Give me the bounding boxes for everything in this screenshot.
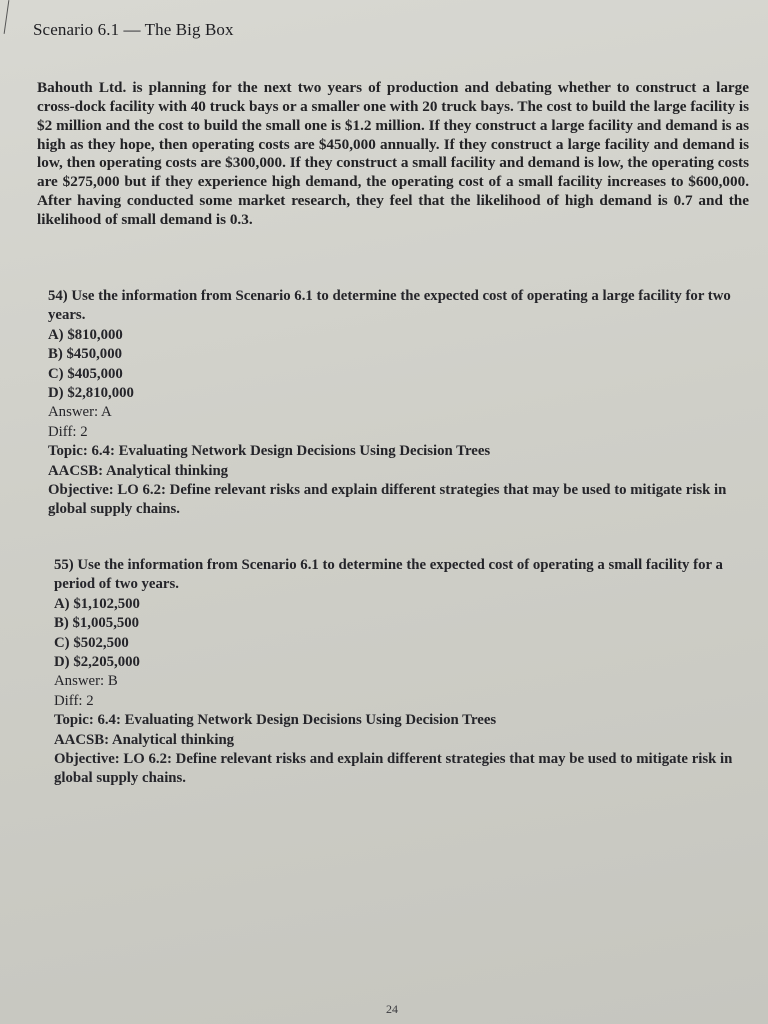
option-b: B) $1,005,500: [54, 615, 140, 632]
question-metadata: [54, 672, 744, 788]
margin-mark: [4, 0, 10, 34]
scenario-body: Bahouth Ltd. is planning for the next two years of production and debating whether to construct a large cross-dock facility with 40 truck bays or a smaller one with 20 truck bays. The cost to build the large facility is $2 million and the cost to build the small one is $1.2 million. If they construct a large facility and demand is as high as they hope, then operating costs are $450,000 annually. If they construct a large facility and demand is low, then operating costs are $300,000. If they construct a small facility and demand is low, the operating costs are $275,000 but if they experience high demand, the operating cost of a small facility increases to $600,000. After having conducted some market research, they feel that the likelihood of high demand is 0.7 and the likelihood of small demand is 0.3.: [37, 79, 749, 228]
option-c: C) $405,000: [48, 365, 123, 382]
option-b: B) $450,000: [48, 346, 122, 363]
question-55: [54, 556, 744, 789]
option-c: C) $502,500: [54, 634, 129, 651]
option-d: D) $2,810,000: [48, 385, 134, 402]
aacsb-line: AACSB: Analytical thinking: [48, 462, 229, 479]
answer-options: [48, 326, 738, 404]
difficulty-line: Diff: 2: [48, 423, 88, 440]
answer-options: [54, 595, 744, 673]
difficulty-line: Diff: 2: [54, 692, 94, 709]
answer-line: Answer: B: [54, 673, 118, 690]
objective-line: Objective: LO 6.2: Define relevant risks and explain different strategies that may be used to mitigate risk in global supply chains.: [54, 751, 733, 787]
option-d: D) $2,205,000: [54, 654, 140, 671]
page-number: 24: [386, 1002, 398, 1016]
topic-line: Topic: 6.4: Evaluating Network Design Decisions Using Decision Trees: [48, 443, 491, 460]
question-54: [48, 287, 738, 520]
topic-line: Topic: 6.4: Evaluating Network Design Decisions Using Decision Trees: [54, 712, 497, 729]
question-metadata: [48, 403, 738, 519]
question-stem: 55) Use the information from Scenario 6.1 to determine the expected cost of operating a small facility for a period of two years.: [54, 557, 723, 593]
objective-line: Objective: LO 6.2: Define relevant risks and explain different strategies that may be used to mitigate risk in global supply chains.: [48, 482, 727, 518]
scenario-title: Scenario 6.1 — The Big Box: [33, 20, 234, 39]
option-a: A) $1,102,500: [54, 595, 140, 612]
option-a: A) $810,000: [48, 326, 123, 343]
question-stem: 54) Use the information from Scenario 6.1 to determine the expected cost of operating a large facility for two years.: [48, 288, 731, 324]
aacsb-line: AACSB: Analytical thinking: [54, 731, 235, 748]
answer-line: Answer: A: [48, 404, 112, 421]
